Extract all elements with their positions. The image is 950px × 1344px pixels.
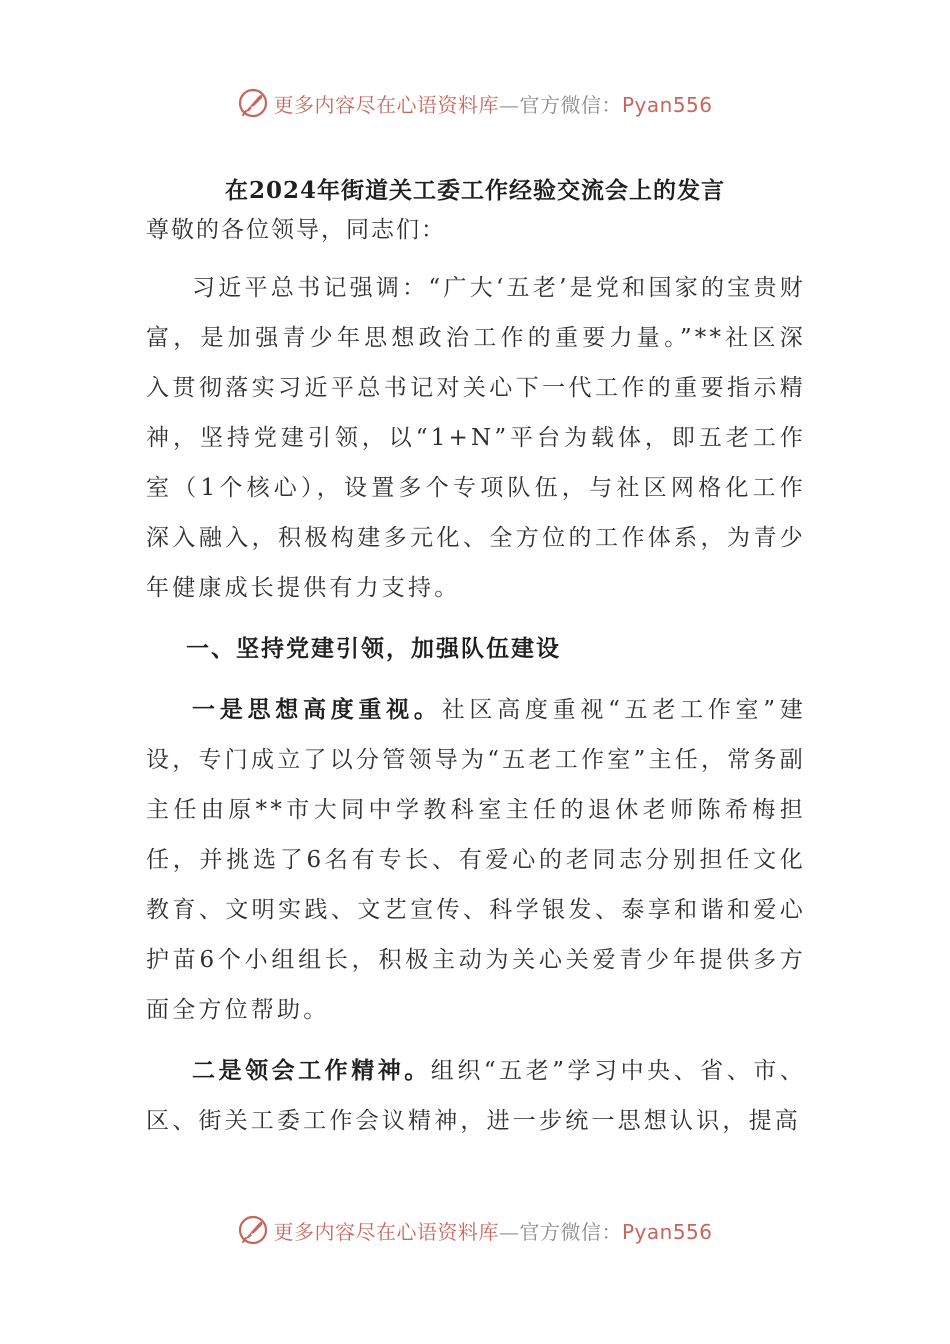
paragraph-point-1 (146, 685, 806, 1035)
quill-pen-logo-icon (237, 87, 269, 119)
salutation: 尊敬的各位领导，同志们： (146, 217, 446, 243)
intro-paragraph: 习近平总书记强调：“广大‘五老’是党和国家的宝贵财富，是加强青少年思想政治工作的重要力量。”**社区深入贯彻落实习近平总书记对关心下一代工作的重要指示精神，坚持党建引领，以“1+N”平台为载体，即五老工作室（1个核心），设置多个专项队伍，与社区网格化工作深入融入，积极构建多元化、全方位的工作体系，为青少年健康成长提供有力支持。 (146, 275, 806, 601)
section-heading-1: 一、坚持党建引领，加强队伍建设 (186, 635, 561, 662)
paragraph-point-2 (146, 1046, 806, 1146)
point-2-lead: 二是领会工作精神。 (192, 1057, 431, 1084)
watermark-brand: 更多内容尽在心语资料库 (273, 1219, 499, 1244)
watermark-text (273, 89, 712, 118)
watermark-wechat-id: Pyan556 (621, 92, 713, 117)
watermark-brand: 更多内容尽在心语资料库 (273, 92, 499, 117)
watermark-footer (0, 1210, 950, 1250)
watermark-label: 官方微信： (519, 92, 622, 117)
point-1-body: 社区高度重视“五老工作室”建设，专门成立了以分管领导为“五老工作室”主任，常务副主任由原**市大同中学教科室主任的退休老师陈希梅担任，并挑选了6名有专长、有爱心的老同志分别担任文化教育、文明实践、文艺宣传、科学银发、泰享和谐和爱心护苗6个小组组长，积极主动为关心关爱青少年提供多方面全方位帮助。 (146, 697, 806, 1023)
watermark-text (273, 1216, 712, 1245)
watermark-separator: — (498, 1219, 520, 1244)
document-title: 在2024年街道关工委工作经验交流会上的发言 (224, 177, 725, 204)
watermark-label: 官方微信： (519, 1219, 622, 1244)
watermark-separator: — (498, 92, 520, 117)
watermark-header (0, 83, 950, 123)
watermark-wechat-id: Pyan556 (621, 1219, 713, 1244)
point-1-lead: 一是思想高度重视。 (192, 696, 442, 723)
document-body (146, 205, 806, 1146)
quill-pen-logo-icon (237, 1214, 269, 1246)
point-2-body: 组织“五老”学习中央、省、市、区、街关工委工作会议精神，进一步统一思想认识，提高 (146, 1058, 806, 1134)
